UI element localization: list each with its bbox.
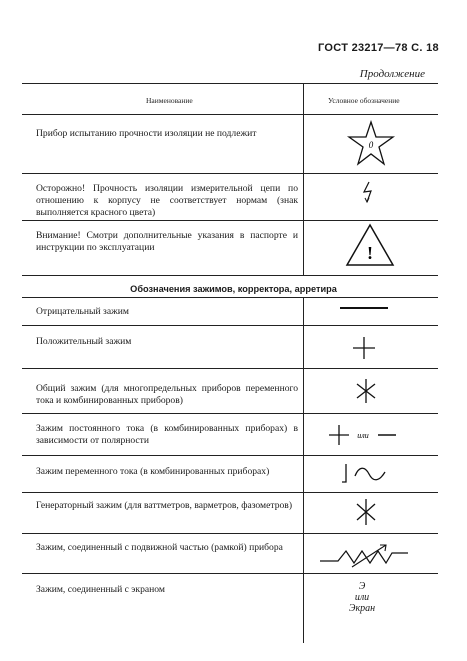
plus-or-minus-icon <box>328 423 398 447</box>
moving-part-icon <box>318 541 410 569</box>
row-divider <box>22 492 438 493</box>
row-name: Общий зажим (для многопредельных приборов переменного тока и комбинированных приборов) <box>36 383 298 406</box>
column-divider-top <box>303 83 304 275</box>
row-name: Генераторный зажим (для ваттметров, варметров, фазометров) <box>36 500 293 511</box>
row-name: Положительный зажим <box>36 336 132 347</box>
asterisk-icon <box>355 378 377 404</box>
row-divider <box>22 455 438 456</box>
minus-line-icon <box>338 302 390 314</box>
lightning-bolt-icon <box>360 180 376 204</box>
row-divider <box>22 325 438 326</box>
row-divider <box>22 413 438 414</box>
screen-terminal-line: Экран <box>348 603 376 614</box>
row-divider <box>22 275 438 276</box>
generator-asterisk-icon <box>355 498 377 526</box>
row-divider <box>22 533 438 534</box>
column-divider-bottom <box>303 297 304 643</box>
row-name: Осторожно! Прочность изоляции измерительной цепи по отношению к корпусу не соответствует нормам (знак выполняется красного цвета) <box>36 183 298 218</box>
row-name: Зажим постоянного тока (в комбинированных приборах) в зависимости от полярности <box>36 423 298 446</box>
column-header-name: Наименование <box>146 96 193 105</box>
row-name: Прибор испытанию прочности изоляции не подлежит <box>36 128 257 139</box>
screen-terminal-icon <box>333 581 391 614</box>
section-title: Обозначения зажимов, корректора, арретира <box>130 284 337 294</box>
screen-terminal-line: Э <box>358 581 366 592</box>
header-divider <box>22 114 438 115</box>
ac-wave-icon <box>341 460 387 488</box>
warning-triangle-text: ! <box>367 243 373 263</box>
row-divider <box>22 368 438 369</box>
standard-header: ГОСТ 23217—78 С. 18 <box>318 42 439 54</box>
star-zero-icon <box>345 120 397 168</box>
row-divider <box>22 173 438 174</box>
plus-icon <box>352 336 376 360</box>
star-zero-text: 0 <box>368 140 374 150</box>
warning-triangle-icon <box>344 222 396 268</box>
row-divider <box>22 220 438 221</box>
section-divider <box>22 297 438 298</box>
row-name: Зажим переменного тока (в комбинированных приборах) <box>36 466 270 477</box>
column-header-symbol: Условное обозначение <box>328 96 400 105</box>
row-name: Отрицательный зажим <box>36 306 129 317</box>
table-top-border <box>22 83 438 84</box>
screen-terminal-line: или <box>354 592 370 603</box>
row-name: Внимание! Смотри дополнительные указания в паспорте и инструкции по эксплуатации <box>36 230 298 253</box>
row-divider <box>22 573 438 574</box>
row-name: Зажим, соединенный с экраном <box>36 584 165 595</box>
row-name: Зажим, соединенный с подвижной частью (рамкой) прибора <box>36 542 283 553</box>
continuation-label: Продолжение <box>359 68 425 80</box>
or-text: или <box>357 431 369 440</box>
